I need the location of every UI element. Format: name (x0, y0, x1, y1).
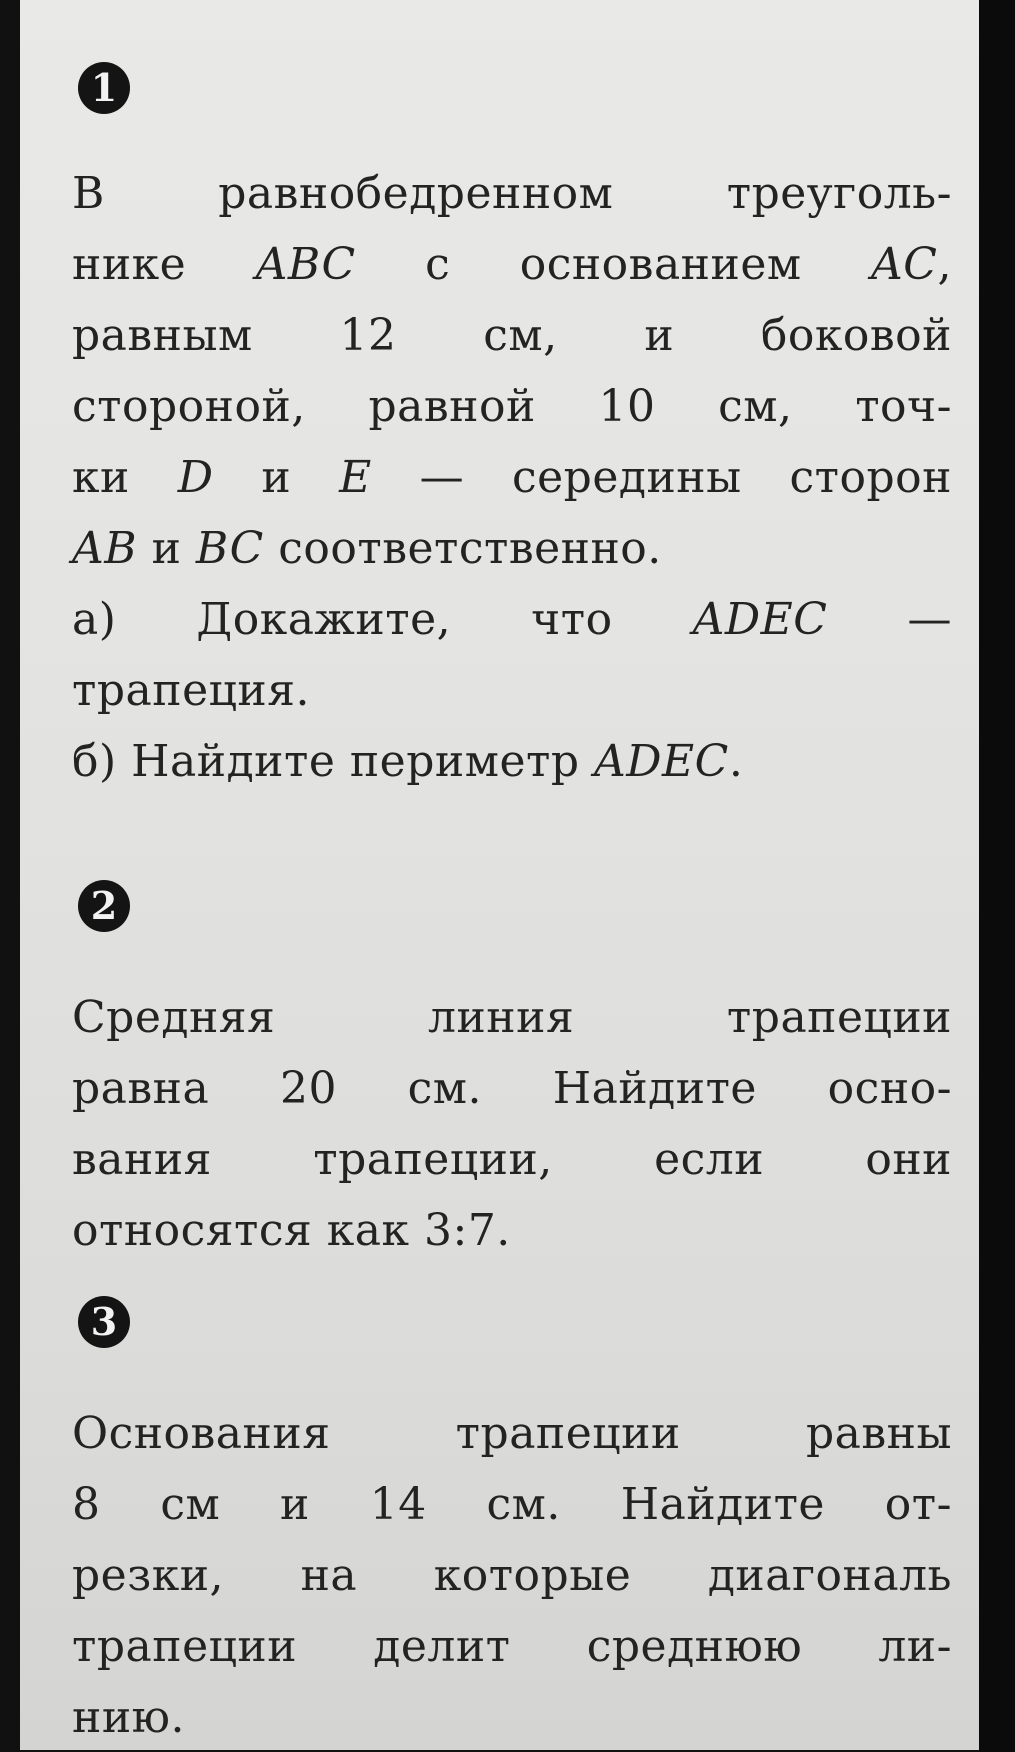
problem-number-badge: 1 (78, 62, 130, 114)
problem-number-badge: 3 (78, 1296, 130, 1348)
problem-number-badge: 2 (78, 880, 130, 932)
text-line: AB и BC соответственно. (72, 523, 662, 574)
problem-text (72, 1398, 952, 1750)
text-line: нике ABC с основанием AC, (72, 239, 952, 290)
problem-text (72, 158, 952, 797)
text-line: Основания трапеции равны (72, 1408, 952, 1459)
textbook-page (20, 0, 988, 1750)
text-line: 8 см и 14 см. Найдите от- (72, 1479, 952, 1530)
text-line: нию. (72, 1692, 185, 1743)
photo-dark-margin (979, 0, 1015, 1752)
problem-3 (72, 1296, 952, 1750)
text-line: трапеция. (72, 665, 310, 716)
text-line: а) Докажите, что ADEC — (72, 594, 952, 645)
text-line: резки, на которые диагональ (72, 1550, 952, 1601)
problem-text (72, 982, 952, 1266)
text-line: стороной, равной 10 см, точ- (72, 381, 952, 432)
problem-1 (72, 62, 952, 797)
text-line: равна 20 см. Найдите осно- (72, 1063, 952, 1114)
text-line: вания трапеции, если они (72, 1134, 952, 1185)
text-line: трапеции делит среднюю ли- (72, 1621, 952, 1672)
problem-2 (72, 880, 952, 1266)
text-line: Средняя линия трапеции (72, 992, 952, 1043)
text-line: В равнобедренном треуголь- (72, 168, 952, 219)
text-line: ки D и E — середины сторон (72, 452, 952, 503)
text-line: относятся как 3:7. (72, 1205, 511, 1256)
text-line: б) Найдите периметр ADEC. (72, 736, 744, 787)
text-line: равным 12 см, и боковой (72, 310, 952, 361)
